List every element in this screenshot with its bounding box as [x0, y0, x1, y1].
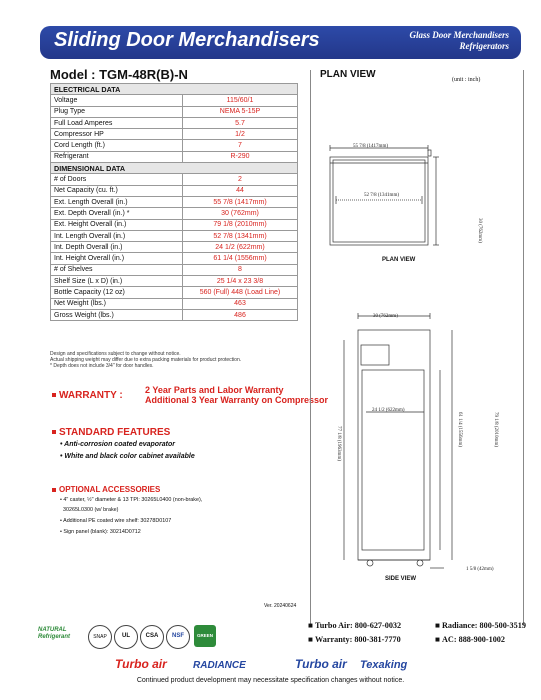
- spec-value: R-290: [183, 151, 298, 162]
- technical-drawings: [310, 130, 522, 590]
- spec-row: [51, 287, 298, 298]
- feature-item: • White and black color cabinet available: [60, 453, 195, 460]
- spec-label: Shelf Size (L x D) (in.): [51, 276, 183, 287]
- spec-value: 115/60/1: [183, 95, 298, 106]
- spec-row: [51, 242, 298, 253]
- spec-value: 2: [183, 174, 298, 185]
- snap-text: SNAP: [93, 634, 107, 640]
- plan-view-caption: PLAN VIEW: [382, 257, 416, 263]
- spec-row: [51, 298, 298, 309]
- contact-radiance-text: Radiance: 800-500-3519: [442, 621, 526, 630]
- spec-label: Compressor HP: [51, 129, 183, 140]
- spec-section-title: ELECTRICAL DATA: [51, 84, 298, 95]
- warranty-label-text: WARRANTY :: [59, 390, 123, 401]
- plan-outer-length: 55 7/8 (1417mm): [353, 144, 388, 149]
- spec-label: Bottle Capacity (12 oz): [51, 287, 183, 298]
- spec-row: [51, 174, 298, 185]
- spec-row: [51, 140, 298, 151]
- subtitle-line2: Refrigerators: [459, 41, 509, 51]
- warranty-line1: 2 Year Parts and Labor Warranty: [145, 385, 284, 395]
- plan-inner-length: 52 7/8 (1341mm): [364, 193, 399, 198]
- version-label: Ver. 20240624: [264, 603, 297, 609]
- side-height: 79 1/8 (2010mm): [493, 412, 498, 447]
- spec-label: Net Weight (lbs.): [51, 298, 183, 309]
- contact-turbo-text: Turbo Air: 800-627-0032: [315, 621, 402, 630]
- accessory-item: 30265L0300 (w/ brake): [63, 507, 119, 513]
- spec-label: Full Load Amperes: [51, 117, 183, 128]
- header-subtitle: [409, 30, 509, 52]
- spec-notes: [50, 351, 241, 369]
- spec-value: 560 (Full) 448 (Load Line): [183, 287, 298, 298]
- spec-row: [51, 276, 298, 287]
- spec-table: [50, 83, 298, 321]
- side-int-height: 61 1/4 (1556mm): [457, 412, 462, 447]
- snap-logo: [88, 625, 112, 649]
- spec-row: [51, 106, 298, 117]
- spec-section-row: [51, 84, 298, 95]
- spec-label: Refrigerant: [51, 151, 183, 162]
- spec-label: Int. Length Overall (in.): [51, 230, 183, 241]
- warranty-line2: Additional 3 Year Warranty on Compressor: [145, 395, 329, 405]
- model-number: Model : TGM-48R(B)-N: [50, 67, 188, 82]
- unit-note: (unit : inch): [452, 77, 481, 83]
- feature-item: • Anti-corrosion coated evaporator: [60, 441, 175, 448]
- plan-depth: 30 (762mm): [477, 218, 482, 243]
- spec-row: [51, 196, 298, 207]
- nsf-text: NSF: [172, 633, 184, 639]
- spec-label: Ext. Length Overall (in.): [51, 196, 183, 207]
- side-view-caption: SIDE VIEW: [385, 576, 417, 582]
- spec-value: 30 (762mm): [183, 208, 298, 219]
- natural-refrigerant-logo: [38, 627, 80, 647]
- accessories-bullet: [52, 488, 56, 492]
- spec-note: Design and specifications subject to change without notice.: [50, 351, 181, 357]
- spec-row: [51, 117, 298, 128]
- accessory-item-text: 4" caster, ½" diameter & 13 TPI: 30265L0400 (non-brake),: [63, 497, 203, 503]
- spec-row: [51, 264, 298, 275]
- spec-label: Net Capacity (cu. ft.): [51, 185, 183, 196]
- spec-row: [51, 208, 298, 219]
- spec-note: Actual shipping weight may differ due to extra packing materials for product protection.: [50, 357, 242, 363]
- natural-refrigerant-text: NATURAL Refrigerant: [38, 627, 71, 640]
- brand-turbo-air-2: Turbo air: [295, 657, 347, 671]
- spec-value: 44: [183, 185, 298, 196]
- subtitle-line1: Glass Door Merchandisers: [409, 30, 509, 40]
- features-bullet: [52, 430, 56, 434]
- ul-text: UL: [122, 633, 130, 639]
- spec-row: [51, 95, 298, 106]
- warranty-text: [145, 385, 328, 405]
- accessory-item: • Additional PE coated wire shelf: 30278D0107: [60, 518, 172, 524]
- spec-row: [51, 230, 298, 241]
- ul-logo: [114, 625, 138, 649]
- spec-label: # of Shelves: [51, 264, 183, 275]
- spec-row: [51, 309, 298, 320]
- green-text: GREEN: [196, 633, 213, 638]
- accessories-title: [52, 485, 160, 494]
- spec-label: Ext. Depth Overall (in.) *: [51, 208, 183, 219]
- accessory-item: • 4" caster, ½" diameter & 13 TPI: 30265L0400 (non-brake),: [60, 497, 203, 503]
- header-banner: [40, 26, 521, 59]
- side-base: 1 5/8 (42mm): [466, 567, 494, 572]
- feature-item-text: Anti-corrosion coated evaporator: [64, 441, 175, 448]
- spec-value: 463: [183, 298, 298, 309]
- spec-note: * Depth does not include 3/4" for door handles.: [50, 363, 154, 369]
- spec-section-title: DIMENSIONAL DATA: [51, 163, 298, 174]
- footer-note: Continued product development may necessitate specification changes without notice.: [136, 677, 405, 684]
- spec-value: 61 1/4 (1556mm): [183, 253, 298, 264]
- side-view-drawing: [344, 313, 452, 568]
- spec-value: NEMA 5-15P: [183, 106, 298, 117]
- green-logo: [194, 625, 216, 647]
- spec-value: 79 1/8 (2010mm): [183, 219, 298, 230]
- spec-label: Voltage: [51, 95, 183, 106]
- side-depth: 30 (762mm): [373, 314, 398, 319]
- warranty-label: [52, 390, 123, 401]
- side-int-depth: 24 1/2 (622mm): [372, 408, 405, 413]
- brand-radiance: RADIANCE: [193, 660, 246, 671]
- spec-value: 486: [183, 309, 298, 320]
- spec-row: [51, 185, 298, 196]
- spec-label: Gross Weight (lbs.): [51, 309, 183, 320]
- csa-logo: [140, 625, 164, 649]
- spec-value: 25 1/4 x 23 3/8: [183, 276, 298, 287]
- spec-row: [51, 151, 298, 162]
- spec-row: [51, 129, 298, 140]
- brand-texaking: Texaking: [360, 659, 408, 671]
- features-title: [52, 427, 170, 438]
- spec-row: [51, 253, 298, 264]
- contact-ac: ■ AC: 888-900-1002: [435, 635, 505, 644]
- spec-label: Cord Length (ft.): [51, 140, 183, 151]
- spec-value: 5.7: [183, 117, 298, 128]
- spec-value: 52 7/8 (1341mm): [183, 230, 298, 241]
- spec-value: 24 1/2 (622mm): [183, 242, 298, 253]
- contact-warranty: ■ Warranty: 800-381-7770: [308, 635, 401, 644]
- spec-label: Plug Type: [51, 106, 183, 117]
- warranty-bullet: [52, 393, 56, 397]
- feature-item-text: White and black color cabinet available: [64, 453, 195, 460]
- spec-value: 8: [183, 264, 298, 275]
- accessory-item-text: Sign panel (blank): 30214D0712: [63, 529, 141, 535]
- spec-value: 1/2: [183, 129, 298, 140]
- features-title-text: STANDARD FEATURES: [59, 427, 171, 438]
- nsf-logo: [166, 625, 190, 649]
- brand-turbo-air: Turbo air: [115, 657, 167, 671]
- spec-value: 55 7/8 (1417mm): [183, 196, 298, 207]
- contact-turbo: ■ Turbo Air: 800-627-0032: [308, 621, 402, 630]
- plan-view-title: PLAN VIEW: [320, 69, 376, 80]
- spec-label: Int. Height Overall (in.): [51, 253, 183, 264]
- spec-label: Ext. Height Overall (in.): [51, 219, 183, 230]
- accessory-item-text: Additional PE coated wire shelf: 30278D0107: [63, 518, 172, 524]
- spec-section-row: [51, 163, 298, 174]
- spec-label: Int. Depth Overall (in.): [51, 242, 183, 253]
- accessory-item: • Sign panel (blank): 30214D0712: [60, 529, 141, 535]
- contact-ac-text: AC: 888-900-1002: [442, 635, 505, 644]
- page-title: Sliding Door Merchandisers: [54, 29, 320, 51]
- accessories-title-text: OPTIONAL ACCESSORIES: [59, 485, 161, 494]
- spec-label: # of Doors: [51, 174, 183, 185]
- side-left-height: 77 1/8 (1963mm): [336, 426, 341, 461]
- spec-value: 7: [183, 140, 298, 151]
- contact-warranty-text: Warranty: 800-381-7770: [315, 635, 401, 644]
- contact-radiance: ■ Radiance: 800-500-3519: [435, 621, 526, 630]
- csa-text: CSA: [145, 633, 159, 639]
- spec-row: [51, 219, 298, 230]
